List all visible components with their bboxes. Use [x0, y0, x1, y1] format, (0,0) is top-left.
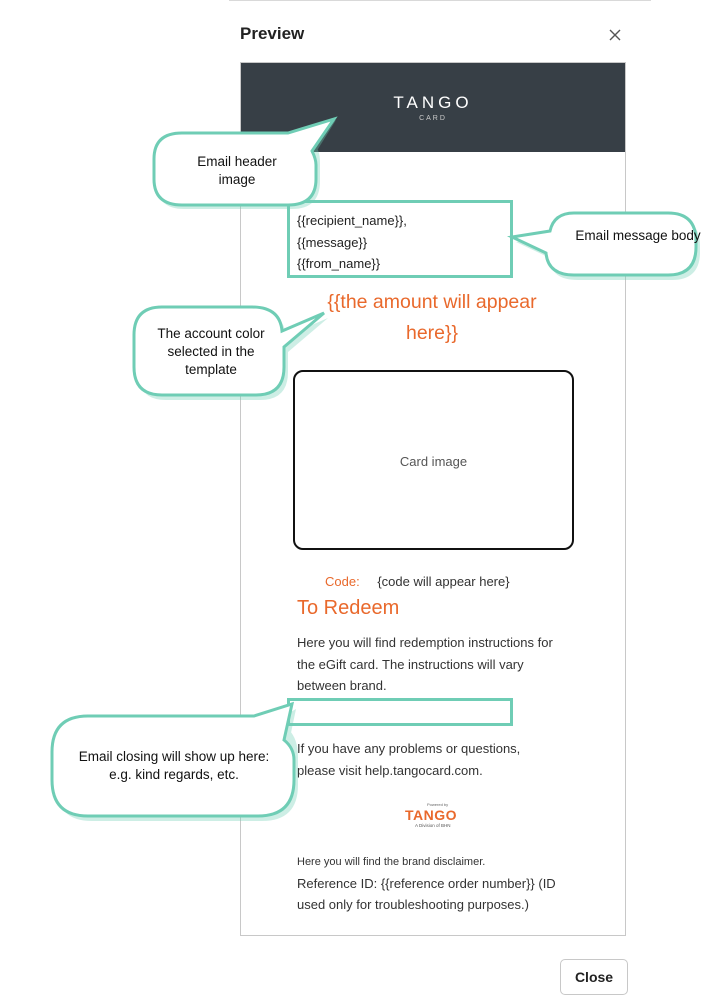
tango-logo-sub: CARD [419, 115, 447, 122]
callout-email-closing-text: Email closing will show up here: e.g. kind regards, etc. [78, 749, 270, 782]
reference-id: Reference ID: {{reference order number}} (ID used only for troubleshooting purposes.) [297, 876, 556, 912]
redeem-heading: To Redeem [297, 597, 400, 619]
redeem-instructions: Here you will find redemption instructions for the eGift card. The instructions will vary between brand. [297, 635, 553, 693]
closing-highlight-box [287, 698, 513, 726]
powered-by-logo: TANGO [405, 807, 458, 823]
code-label: Code: [325, 574, 360, 589]
modal-title: Preview [240, 24, 305, 43]
amount-placeholder: {{the amount will appear here}} [327, 291, 537, 344]
tango-logo: TANGO [393, 93, 473, 112]
help-text: If you have any problems or questions, please visit help.tangocard.com. [297, 741, 521, 778]
message-line: {{from_name}} [297, 256, 381, 271]
message-line: {{message}} [297, 234, 368, 250]
brand-disclaimer: Here you will find the brand disclaimer. [297, 856, 486, 868]
close-button[interactable]: Close [560, 959, 628, 995]
powered-by-sub: A Division of BHN [415, 823, 451, 828]
card-image-label: Card image [399, 454, 468, 469]
callout-email-message-text: Email message body [575, 228, 701, 243]
callout-email-header-text: Email header image [197, 154, 277, 187]
card-image [293, 370, 574, 550]
powered-by-small: Powered by [427, 802, 449, 807]
callout-email-message [508, 207, 706, 285]
close-icon[interactable] [606, 26, 624, 44]
code-value: {code will appear here} [377, 574, 510, 589]
callout-account-color-text: The account color selected in the template [157, 326, 265, 377]
callout-bubble [508, 207, 706, 285]
callout-account-color [132, 303, 332, 403]
code-row [325, 574, 510, 589]
modal-top-border [229, 0, 651, 1]
callout-email-header [148, 115, 348, 215]
message-line: {{recipient_name}}, [297, 213, 407, 228]
callout-email-closing [46, 700, 308, 822]
